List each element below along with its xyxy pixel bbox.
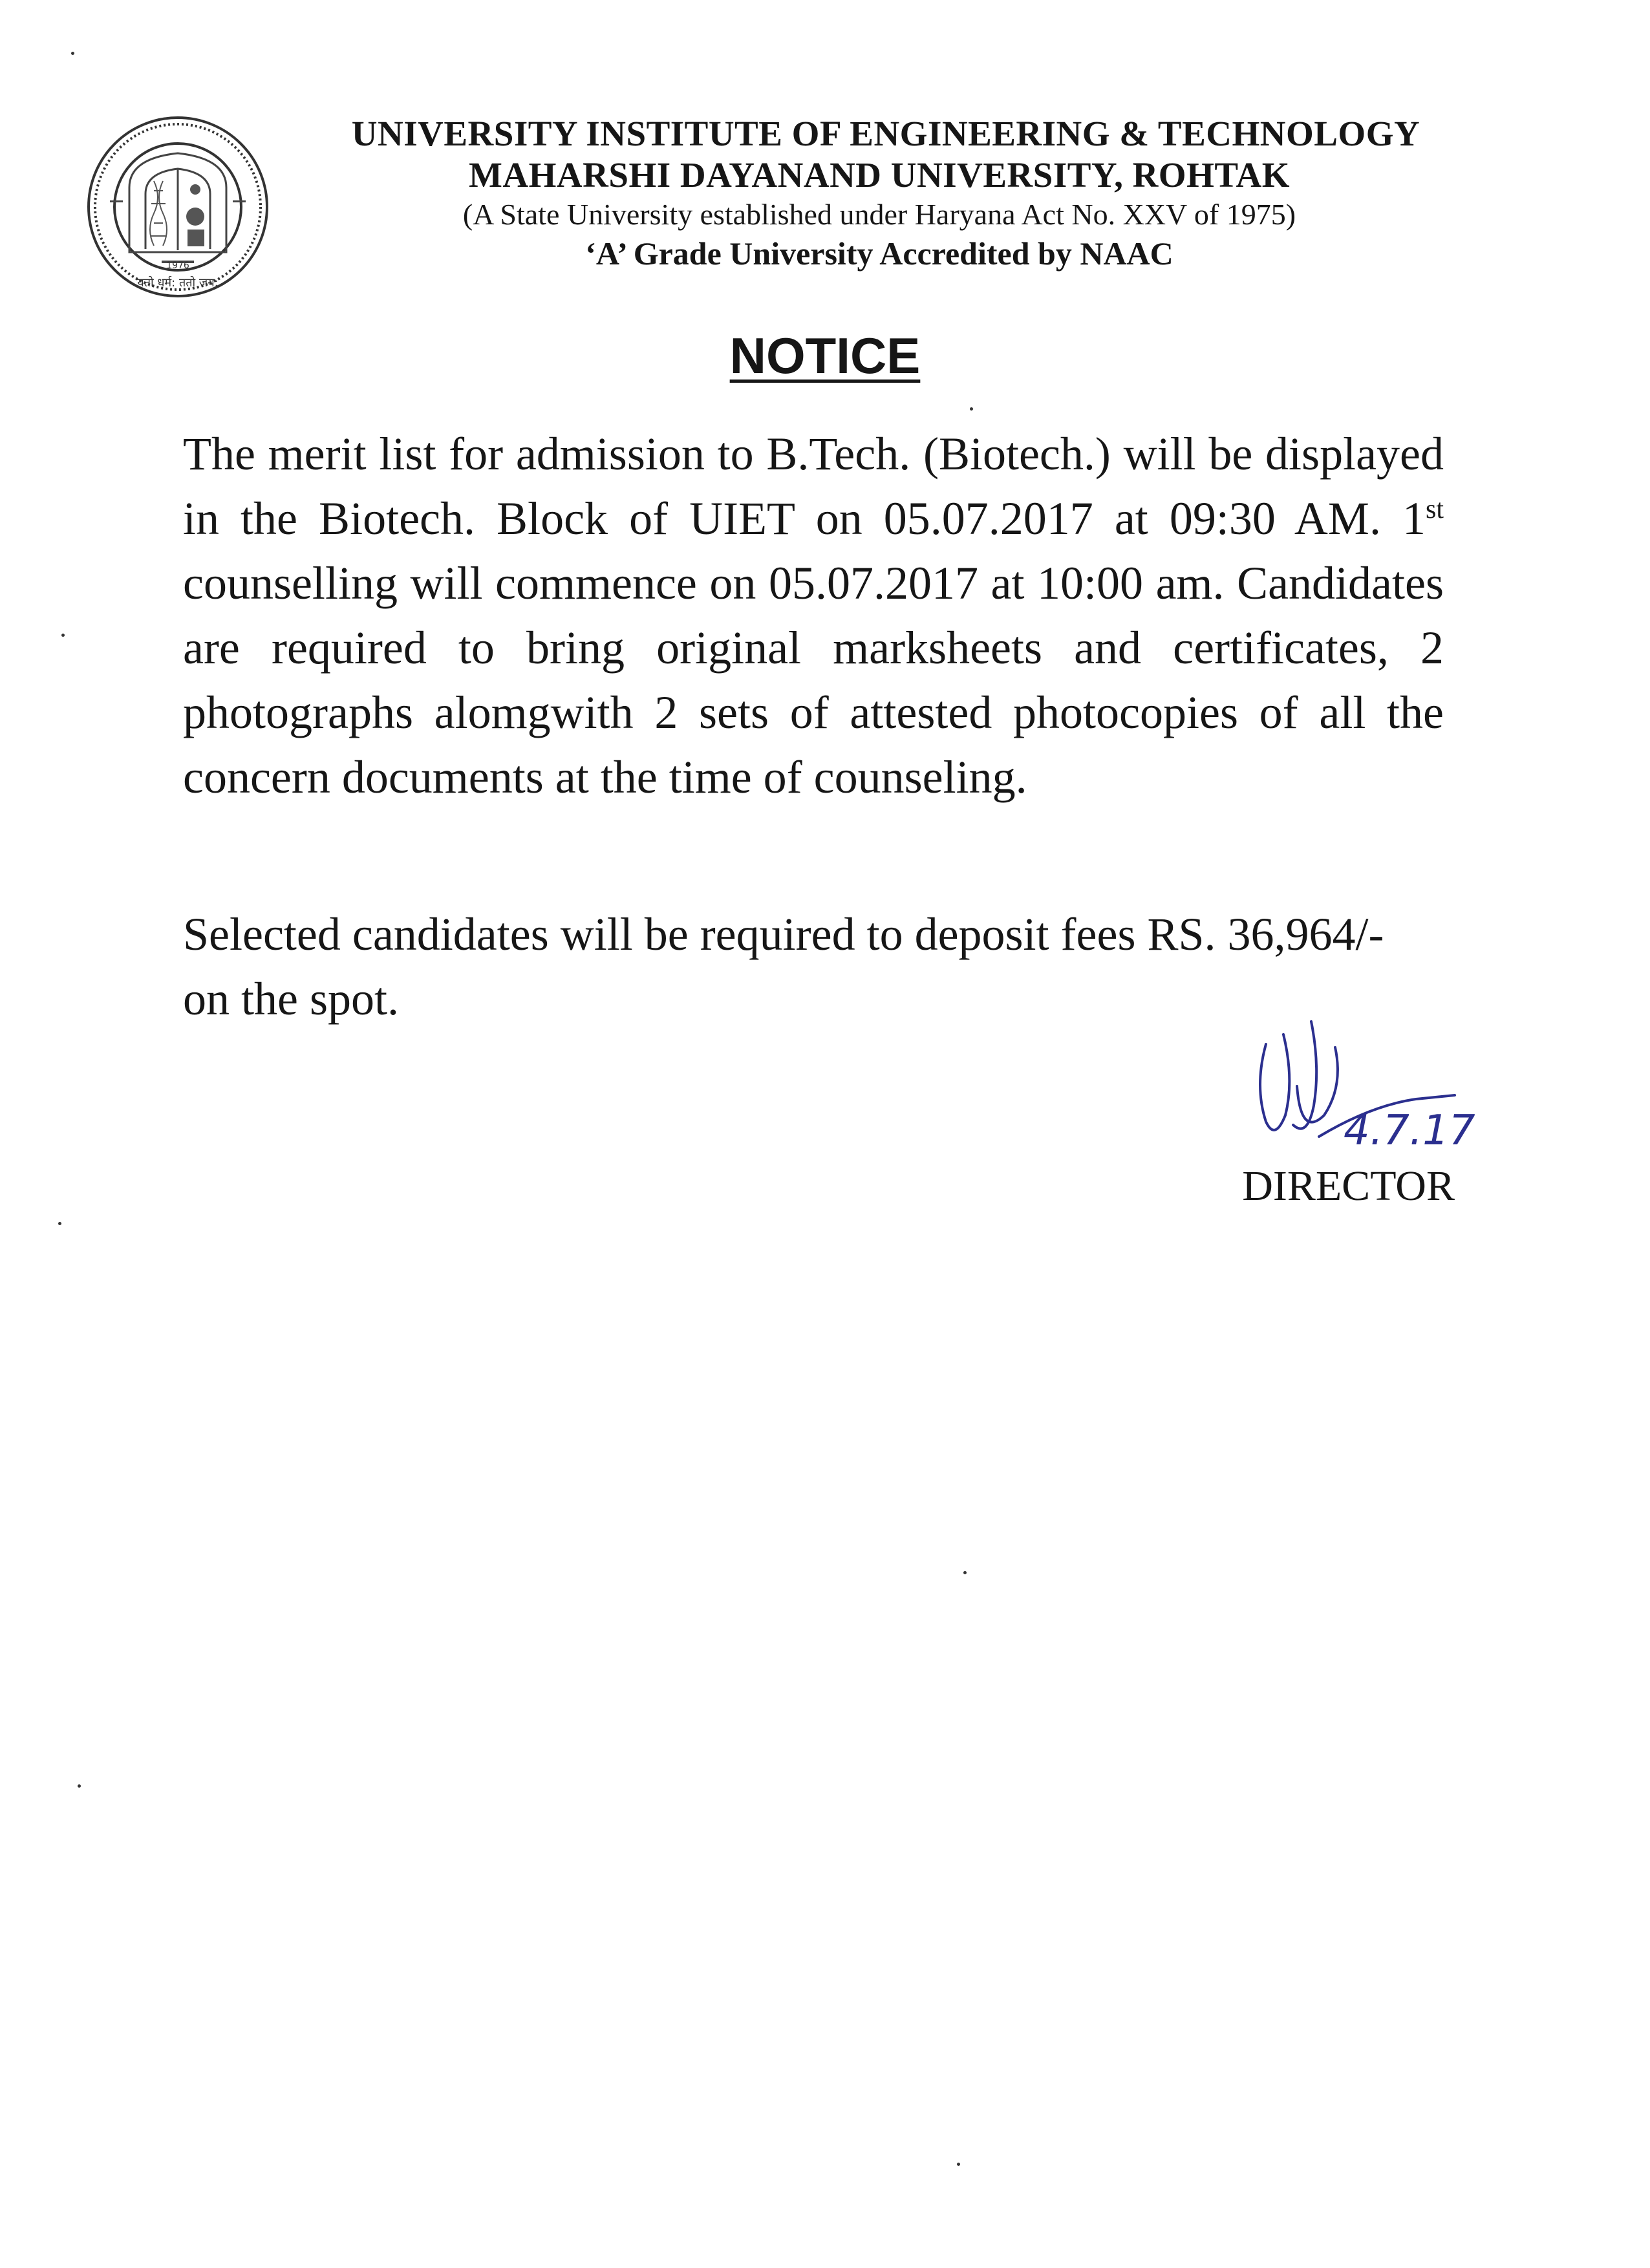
para1-sup: st [1425, 495, 1444, 524]
letterhead [246, 113, 1513, 273]
signatory-designation: DIRECTOR [1242, 1162, 1455, 1210]
institute-name: UNIVERSITY INSTITUTE OF ENGINEERING & TECHNOLOGY [351, 114, 1420, 153]
university-seal-icon [84, 113, 272, 301]
notice-paragraph-1 [183, 422, 1444, 809]
scan-speck [61, 634, 65, 637]
para1-part2: counselling will commence on 05.07.2017 at 10:00 am. Candidates are required to bring original marksheets and certificates, 2 photographs alomgwith 2 sets of attested photocopies of all the concern documents at the time of counseling. [183, 557, 1444, 803]
scan-speck [957, 2163, 960, 2166]
director-signature [1248, 1009, 1519, 1164]
scan-speck [71, 52, 74, 55]
seal-motto: यतो धर्म: ततो जय: [137, 276, 219, 290]
scan-speck [78, 1784, 81, 1788]
signature-date: 4.7.17 [1344, 1107, 1475, 1155]
para1-part1: The merit list for admission to B.Tech. (Biotech.) will be displayed in the Biotech. Block of UIET on 05.07.2017 at 09:30 AM. 1 [183, 428, 1444, 544]
accreditation-note: ‘A’ Grade University Accredited by NAAC [585, 235, 1173, 272]
scan-speck [58, 1222, 61, 1225]
para2-line1: Selected candidates will be required to deposit fees RS. 36,964/- [183, 908, 1384, 960]
para2-line2: on the spot. [183, 973, 399, 1025]
establishment-note: (A State University established under Haryana Act No. XXV of 1975) [462, 198, 1296, 231]
university-name: MAHARSHI DAYANAND UNIVERSITY, ROHTAK [469, 155, 1290, 195]
notice-title: NOTICE [729, 327, 921, 384]
scan-speck [963, 1571, 967, 1574]
notice-title-wrap [0, 326, 1650, 385]
scan-speck [970, 407, 973, 411]
seal-year: 1976 [166, 261, 189, 271]
